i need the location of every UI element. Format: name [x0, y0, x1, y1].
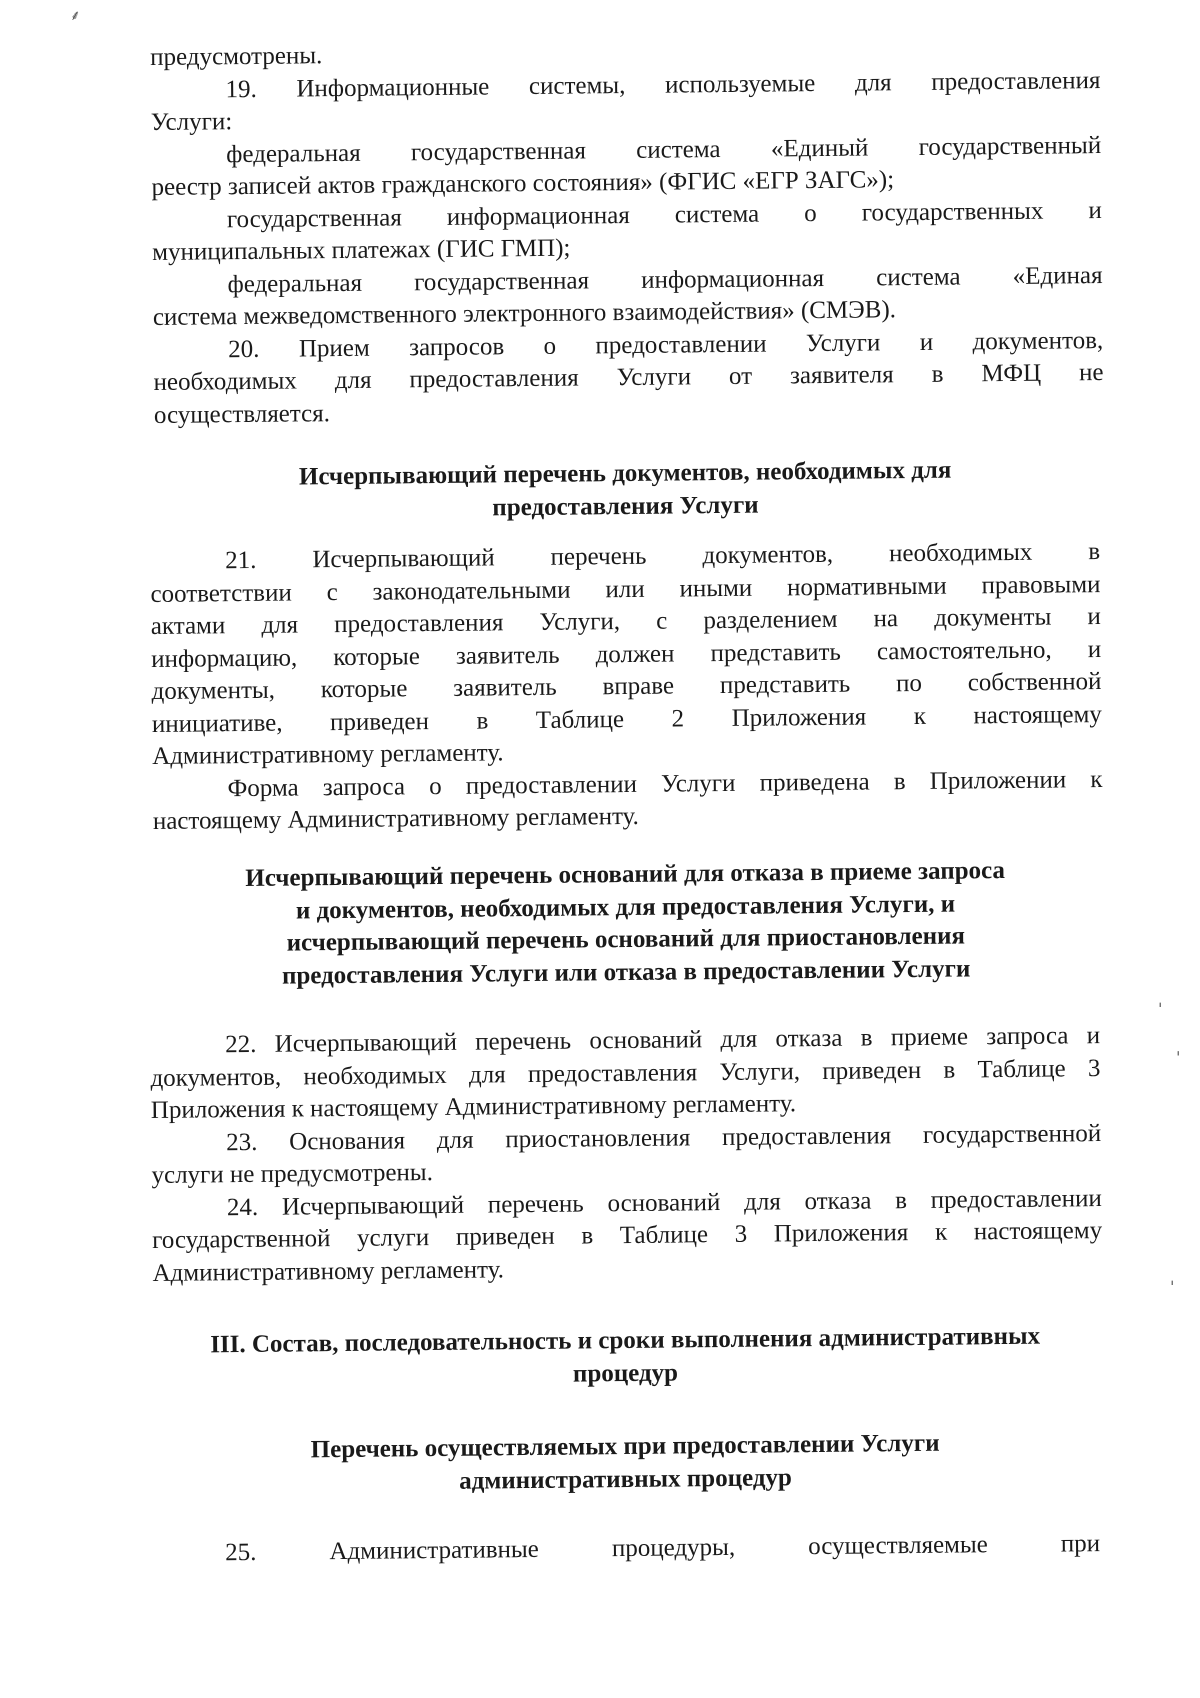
text-line: федеральная государственная информационная система «Единая — [227, 261, 1103, 298]
scan-speck-icon: ˈ — [1158, 1000, 1163, 1019]
section-heading-refusal-grounds — [150, 854, 1101, 994]
text-line: муниципальных платежах (ГИС ГМП); — [152, 234, 571, 266]
text-line: 21. Исчерпывающий перечень документов, необходимых в — [225, 538, 1101, 575]
text-line: система межведомственного электронного взаимодействия» (СМЭВ). — [152, 296, 897, 331]
text-line: Услуги: — [150, 108, 233, 136]
text-line: 25. Административные процедуры, осуществляемые при — [225, 1530, 1101, 1567]
text-line: предусмотрены. — [150, 42, 323, 71]
text-line: реестр записей актов гражданского состояния» (ФГИС «ЕГР ЗАГС»); — [151, 166, 895, 201]
text-line: Форма запроса о предоставлении Услуги приведена в Приложении к — [227, 765, 1103, 802]
text-line: 19. Информационные системы, используемые для предоставления — [225, 66, 1101, 103]
text-line: необходимых для предоставления Услуги от заявителя в МФЦ не — [153, 359, 1104, 396]
text-line: документов, необходимых для предоставления Услуги, приведен в Таблице 3 — [150, 1054, 1101, 1092]
paragraph-block-22-24 — [150, 1020, 1103, 1290]
text-line: осуществляется. — [153, 399, 331, 429]
heading-line: и документов, необходимых для предоставления Услуги, и — [295, 890, 956, 924]
text-line: соответствии с законодательными или иными нормативными правовыми — [150, 570, 1101, 608]
text-line: настоящему Административному регламенту. — [152, 802, 639, 835]
text-line: федеральная государственная система «Единый государственный — [226, 131, 1102, 168]
scan-mark-icon: ⸙ — [70, 8, 81, 24]
text-line: документы, которые заявитель вправе представить по собственной — [151, 668, 1102, 705]
text-line: актами для предоставления Услуги, с разделением на документы и — [150, 603, 1101, 640]
text-line: Приложения к настоящему Административному регламенту. — [150, 1090, 797, 1124]
paragraph-block-25 — [150, 1528, 1100, 1570]
heading-line: Исчерпывающий перечень документов, необходимых для — [298, 456, 952, 491]
text-line: 22. Исчерпывающий перечень оснований для отказа в приеме запроса и — [225, 1022, 1101, 1059]
heading-line: исчерпывающий перечень оснований для приостановления — [286, 922, 966, 957]
heading-line: III. Состав, последовательность и сроки выполнения административных — [210, 1322, 1041, 1359]
text-line: инициативе, приведен в Таблице 2 Приложения к настоящему — [151, 700, 1102, 738]
heading-line: процедур — [572, 1358, 679, 1388]
heading-line: предоставления Услуги или отказа в предоставлении Услуги — [281, 954, 971, 990]
text-line: государственная информационная система о государственных и — [226, 196, 1102, 233]
text-line: Административному регламенту. — [152, 739, 504, 770]
chapter-heading-iii — [150, 1320, 1101, 1395]
scan-speck-icon: ˌ — [1176, 1038, 1181, 1057]
text-line: Административному регламенту. — [152, 1255, 505, 1287]
heading-line: административных процедур — [458, 1463, 792, 1495]
paragraph-block-19-20 — [150, 32, 1104, 432]
text-line: информацию, которые заявитель должен представить самостоятельно, и — [151, 635, 1102, 673]
section-heading-procedures — [150, 1426, 1101, 1501]
text-line: 23. Основания для приостановления предоставления государственной — [226, 1119, 1102, 1156]
heading-line: предоставления Услуги — [492, 491, 759, 521]
paragraph-block-21 — [150, 536, 1103, 838]
heading-line: Исчерпывающий перечень оснований для отказа в приеме запроса — [245, 857, 1006, 893]
heading-line: Перечень осуществляемых при предоставлении Услуги — [310, 1429, 940, 1464]
scan-speck-icon: ˈ — [1170, 1278, 1175, 1297]
text-line: услуги не предусмотрены. — [151, 1159, 434, 1189]
text-line: государственной услуги приведен в Таблице 3 Приложения к настоящему — [152, 1217, 1103, 1254]
text-line: 24. Исчерпывающий перечень оснований для отказа в предоставлении — [226, 1184, 1102, 1221]
section-heading-documents — [150, 453, 1101, 528]
text-line: 20. Прием запросов о предоставлении Услуги и документов, — [228, 326, 1104, 363]
